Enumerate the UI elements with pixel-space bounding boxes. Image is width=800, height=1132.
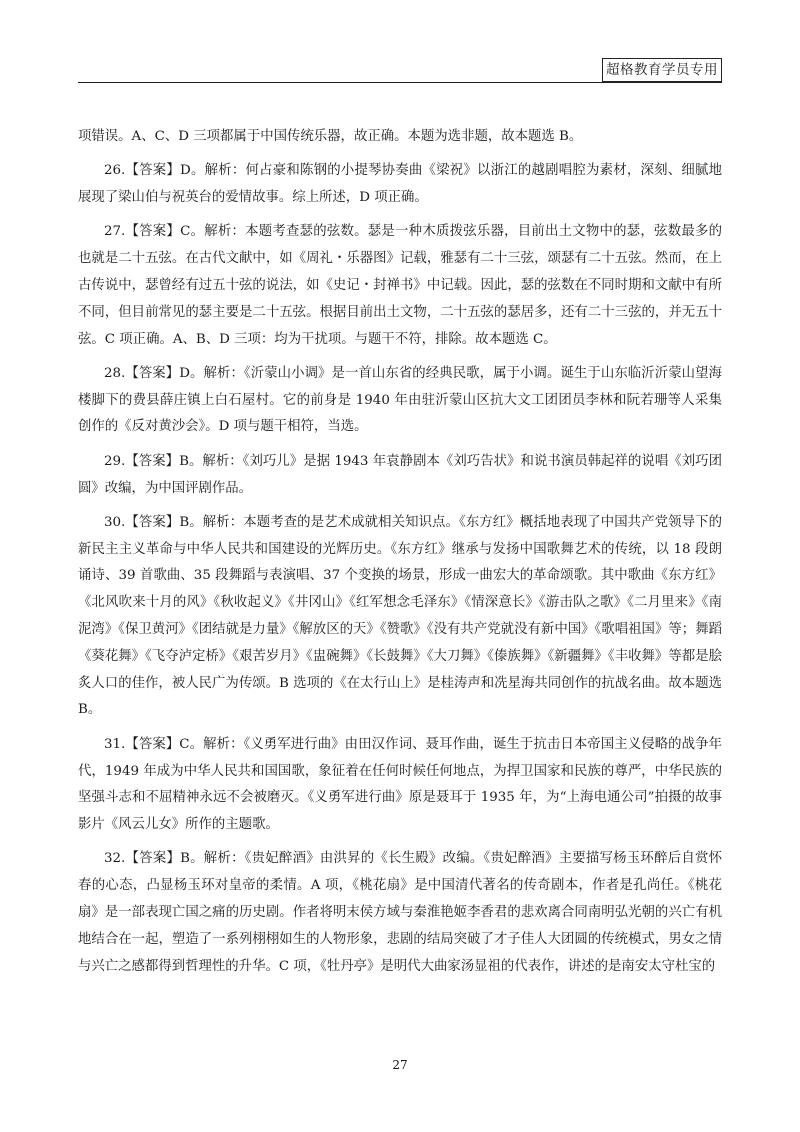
- header-tag: 超格教育学员专用: [602, 58, 722, 82]
- header-divider: [78, 82, 722, 83]
- paragraph-continuation: 项错误。A、C、D 三项都属于中国传统乐器，故正确。本题为选非题，故本题选 B。: [78, 129, 583, 144]
- answer-26: 26.【答案】D。解析：何占豪和陈钢的小提琴协奏曲《梁祝》以浙江的越剧唱腔为素材，深刻、细腻地展现了梁山伯与祝英台的爱情故事。综上所述，D 项正确。: [78, 163, 722, 206]
- answer-28: 28.【答案】D。解析：《沂蒙山小调》是一首山东省的经典民歌，属于小调。诞生于山东临沂沂蒙山望海楼脚下的费县薛庄镇上白石屋村。它的前身是 1940 年由驻沂蒙山区抗大文工团团员李林和阮若珊等人采集创作的《反对黄沙会》。D 项与题干相符，当选。: [78, 365, 722, 435]
- document-body: [78, 124, 722, 988]
- answer-27: 27.【答案】C。解析：本题考查瑟的弦数。瑟是一种木质拨弦乐器，目前出土文物中的瑟，弦数最多的也就是二十五弦。在古代文献中，如《周礼・乐器图》记载，雅瑟有二十三弦，颂瑟有二十五弦。然而，在上古传说中，瑟曾经有过五十弦的说法，如《史记・封禅书》中记载。因此，瑟的弦数在不同时期和文献中有所不同，但目前常见的瑟主要是二十五弦。根据目前出土文物，二十五弦的瑟居多，还有二十三弦的，并无五十弦。C 项正确。A、B、D 三项：均为干扰项。与题干不符，排除。故本题选 C。: [78, 224, 722, 347]
- answer-32: 32.【答案】B。解析：《贵妃醉酒》由洪昇的《长生殿》改编。《贵妃醉酒》主要描写杨玉环醉后自赏怀春的心态，凸显杨玉环对皇帝的柔情。A 项，《桃花扇》是中国清代著名的传奇剧本，作者是孔尚任。《桃花扇》是一部表现亡国之痛的历史剧。作者将明末侯方域与秦淮艳姬李香君的悲欢离合同南明弘光朝的兴亡有机地结合在一起，塑造了一系列栩栩如生的人物形象，悲剧的结局突破了才子佳人大团圆的传统模式，男女之情与兴亡之感都得到哲理性的升华。C 项，《牡丹亭》是明代大曲家汤显祖的代表作，讲述的是南安太守杜宝的: [78, 851, 722, 974]
- answer-31: 31.【答案】C。解析：《义勇军进行曲》由田汉作词、聂耳作曲，诞生于抗击日本帝国主义侵略的战争年代，1949 年成为中华人民共和国国歌，象征着在任何时候任何地点，为捍卫国家和民族的尊严，中华民族的坚强斗志和不屈精神永远不会被磨灭。《义勇军进行曲》原是聂耳于 1935 年，为“上海电通公司”拍摄的故事影片《风云儿女》所作的主题歌。: [78, 736, 722, 833]
- answer-29: 29.【答案】B。解析：《刘巧儿》是据 1943 年袁静剧本《刘巧告状》和说书演员韩起祥的说唱《刘巧团圆》改编，为中国评剧作品。: [78, 453, 722, 496]
- page-number: 27: [392, 1058, 408, 1072]
- answer-30: 30.【答案】B。解析：本题考查的是艺术成就相关知识点。《东方红》概括地表现了中国共产党领导下的新民主主义革命与中华人民共和国建设的光辉历史。《东方红》继承与发扬中国歌舞艺术的传统，以 18 段朗诵诗、39 首歌曲、35 段舞蹈与表演唱、37 个变换的场景，形成一曲宏大的革命颂歌。其中歌曲《东方红》《北风吹来十月的风》《秋收起义》《井冈山》《红军想念毛泽东》《情深意长》《游击队之歌》《二月里来》《南泥湾》《保卫黄河》《团结就是力量》《解放区的天》《赞歌》《没有共产党就没有新中国》《歌唱祖国》等；舞蹈《葵花舞》《飞夺泸定桥》《艰苦岁月》《盅碗舞》《长鼓舞》《大刀舞》《傣族舞》《新疆舞》《丰收舞》等都是脍炙人口的佳作，被人民广为传颂。B 选项的《在太行山上》是桂涛声和冼星海共同创作的抗战名曲。故本题选 B。: [78, 514, 722, 718]
